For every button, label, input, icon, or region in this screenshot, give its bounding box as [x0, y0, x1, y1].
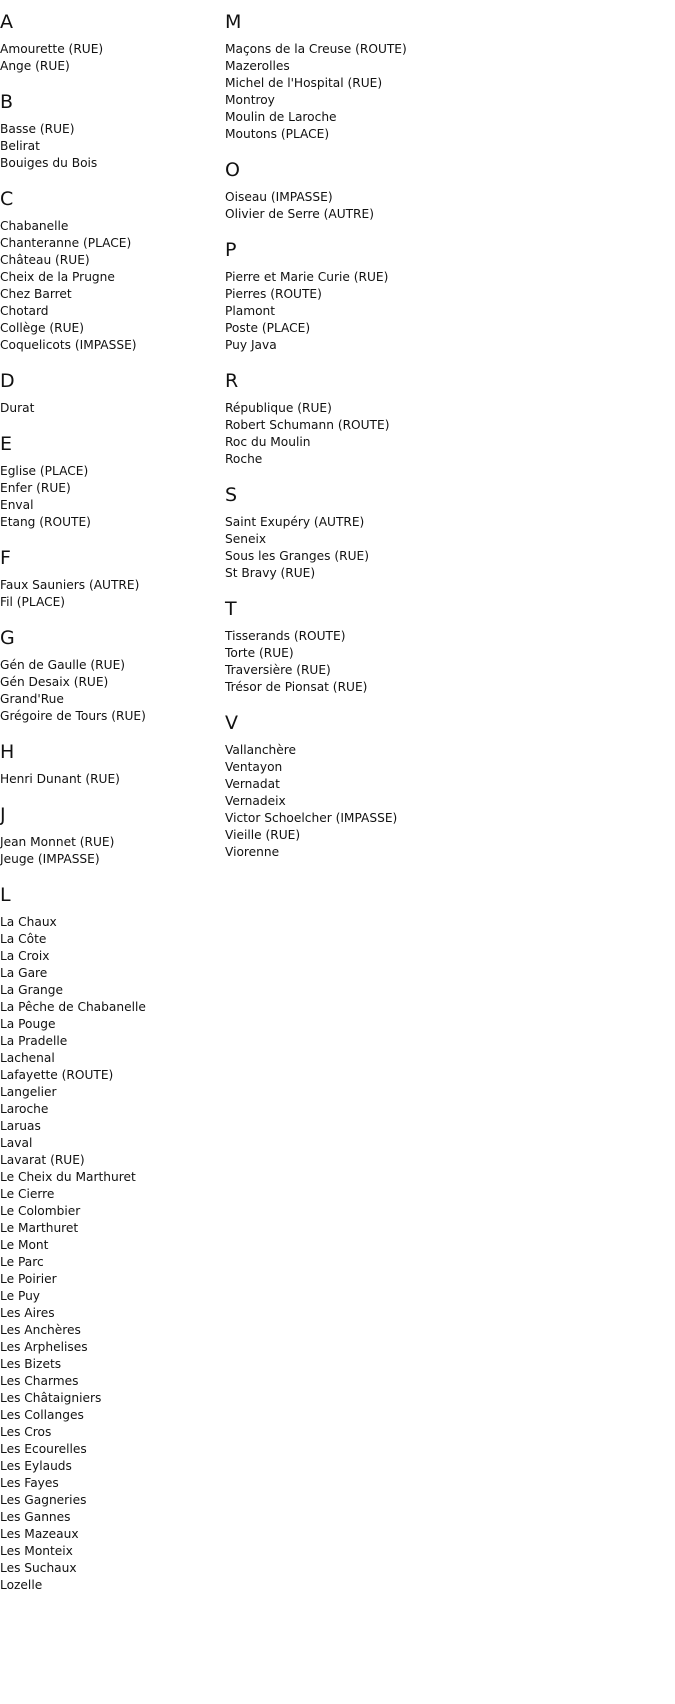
- street-link[interactable]: Vernadat: [225, 777, 280, 791]
- street-list: [0, 657, 205, 725]
- letter-heading: T: [225, 598, 237, 620]
- letter-heading: S: [225, 484, 238, 506]
- street-link[interactable]: Puy Java: [225, 338, 277, 352]
- street-link[interactable]: Laroche: [0, 1102, 49, 1116]
- street-index-column-left: [0, 11, 205, 1610]
- street-link[interactable]: Lachenal: [0, 1051, 55, 1065]
- street-list: [0, 218, 205, 354]
- letter-group: [0, 433, 205, 531]
- street-link[interactable]: Les Eylauds: [0, 1459, 72, 1473]
- letter-group: [0, 91, 205, 172]
- street-link[interactable]: Maçons de la Creuse (ROUTE): [225, 42, 407, 56]
- letter-heading: P: [225, 239, 237, 261]
- letter-heading: A: [0, 11, 13, 33]
- street-link[interactable]: Grégoire de Tours (RUE): [0, 709, 146, 723]
- street-link[interactable]: Victor Schoelcher (IMPASSE): [225, 811, 398, 825]
- letter-group: [225, 712, 485, 861]
- letter-heading: E: [0, 433, 13, 455]
- street-link[interactable]: Vieille (RUE): [225, 828, 301, 842]
- street-list: [0, 121, 205, 172]
- letter-group: [0, 741, 205, 788]
- street-link[interactable]: St Bravy (RUE): [225, 566, 316, 580]
- letter-heading: O: [225, 159, 240, 181]
- street-index-column-right: [225, 11, 485, 877]
- street-link[interactable]: Saint Exupéry (AUTRE): [225, 515, 365, 529]
- letter-heading: D: [0, 370, 15, 392]
- letter-group: [0, 804, 205, 868]
- street-link[interactable]: Les Gannes: [0, 1510, 71, 1524]
- street-link[interactable]: Fil (PLACE): [0, 595, 66, 609]
- street-link[interactable]: Pierres (ROUTE): [225, 287, 322, 301]
- street-list: [225, 742, 485, 861]
- street-link[interactable]: Torte (RUE): [225, 646, 294, 660]
- street-link[interactable]: Traversière (RUE): [225, 663, 331, 677]
- street-link[interactable]: Pierre et Marie Curie (RUE): [225, 270, 389, 284]
- street-list: [225, 189, 485, 223]
- street-link[interactable]: Gén Desaix (RUE): [0, 675, 109, 689]
- street-link[interactable]: Jeuge (IMPASSE): [0, 852, 100, 866]
- street-link[interactable]: Grand'Rue: [0, 692, 64, 706]
- letter-heading: C: [0, 188, 14, 210]
- street-link[interactable]: Château (RUE): [0, 253, 90, 267]
- street-link[interactable]: La Côte: [0, 932, 47, 946]
- street-link[interactable]: Cheix de la Prugne: [0, 270, 115, 284]
- letter-group: [0, 547, 205, 611]
- street-link[interactable]: Jean Monnet (RUE): [0, 835, 115, 849]
- street-link[interactable]: Belirat: [0, 139, 40, 153]
- street-link[interactable]: Chez Barret: [0, 287, 72, 301]
- letter-group: [0, 11, 205, 75]
- letter-group: [225, 159, 485, 223]
- street-link[interactable]: La Gare: [0, 966, 48, 980]
- street-link[interactable]: Les Fayes: [0, 1476, 59, 1490]
- street-link[interactable]: Le Colombier: [0, 1204, 81, 1218]
- street-link[interactable]: Les Anchères: [0, 1323, 81, 1337]
- letter-heading: R: [225, 370, 239, 392]
- street-list: [0, 577, 205, 611]
- letter-heading: V: [225, 712, 238, 734]
- street-link[interactable]: Les Bizets: [0, 1357, 62, 1371]
- street-link[interactable]: Lozelle: [0, 1578, 43, 1592]
- street-link[interactable]: Roche: [225, 452, 263, 466]
- street-link[interactable]: Trésor de Pionsat (RUE): [225, 680, 368, 694]
- street-link[interactable]: Basse (RUE): [0, 122, 75, 136]
- street-link[interactable]: Laruas: [0, 1119, 41, 1133]
- street-link[interactable]: Les Gagneries: [0, 1493, 87, 1507]
- street-link[interactable]: Robert Schumann (ROUTE): [225, 418, 390, 432]
- street-link[interactable]: Etang (ROUTE): [0, 515, 91, 529]
- street-link[interactable]: Les Charmes: [0, 1374, 79, 1388]
- street-link[interactable]: Ventayon: [225, 760, 283, 774]
- street-link[interactable]: Laval: [0, 1136, 33, 1150]
- letter-group: [0, 370, 205, 417]
- letter-heading: F: [0, 547, 11, 569]
- letter-group: [0, 884, 205, 1594]
- street-link[interactable]: Moutons (PLACE): [225, 127, 330, 141]
- street-link[interactable]: Faux Sauniers (AUTRE): [0, 578, 140, 592]
- street-link[interactable]: Enval: [0, 498, 34, 512]
- letter-group: [0, 188, 205, 354]
- street-link[interactable]: Vernadeix: [225, 794, 286, 808]
- street-link[interactable]: La Pradelle: [0, 1034, 68, 1048]
- street-link[interactable]: Seneix: [225, 532, 267, 546]
- street-link[interactable]: Le Marthuret: [0, 1221, 79, 1235]
- street-link[interactable]: Les Collanges: [0, 1408, 84, 1422]
- letter-heading: L: [0, 884, 11, 906]
- street-link[interactable]: Les Ecourelles: [0, 1442, 87, 1456]
- street-link[interactable]: Le Cierre: [0, 1187, 55, 1201]
- letter-heading: G: [0, 627, 15, 649]
- street-link[interactable]: Moulin de Laroche: [225, 110, 337, 124]
- street-link[interactable]: Chanteranne (PLACE): [0, 236, 132, 250]
- street-link[interactable]: Poste (PLACE): [225, 321, 311, 335]
- street-link[interactable]: Les Monteix: [0, 1544, 73, 1558]
- street-link[interactable]: Plamont: [225, 304, 276, 318]
- street-link[interactable]: Ange (RUE): [0, 59, 70, 73]
- street-link[interactable]: Le Cheix du Marthuret: [0, 1170, 136, 1184]
- street-list: [225, 514, 485, 582]
- street-list: [0, 463, 205, 531]
- street-link[interactable]: Le Poirier: [0, 1272, 57, 1286]
- street-link[interactable]: Mazerolles: [225, 59, 290, 73]
- street-link[interactable]: Lavarat (RUE): [0, 1153, 85, 1167]
- letter-group: [225, 598, 485, 696]
- street-list: [0, 914, 205, 1594]
- street-link[interactable]: République (RUE): [225, 401, 332, 415]
- street-link[interactable]: Enfer (RUE): [0, 481, 71, 495]
- street-link[interactable]: Oiseau (IMPASSE): [225, 190, 333, 204]
- street-link[interactable]: Les Suchaux: [0, 1561, 77, 1575]
- street-link[interactable]: Bouiges du Bois: [0, 156, 98, 170]
- street-link[interactable]: Collège (RUE): [0, 321, 84, 335]
- street-link[interactable]: Le Parc: [0, 1255, 44, 1269]
- street-link[interactable]: La Chaux: [0, 915, 57, 929]
- street-list: [225, 269, 485, 354]
- street-list: [0, 400, 205, 417]
- street-link[interactable]: Amourette (RUE): [0, 42, 104, 56]
- street-link[interactable]: La Croix: [0, 949, 50, 963]
- street-list: [225, 628, 485, 696]
- street-link[interactable]: Langelier: [0, 1085, 57, 1099]
- street-link[interactable]: Tisserands (ROUTE): [225, 629, 346, 643]
- street-list: [0, 834, 205, 868]
- street-link[interactable]: Montroy: [225, 93, 275, 107]
- letter-heading: H: [0, 741, 15, 763]
- street-link[interactable]: Roc du Moulin: [225, 435, 311, 449]
- street-link[interactable]: La Pêche de Chabanelle: [0, 1000, 146, 1014]
- street-link[interactable]: Henri Dunant (RUE): [0, 772, 120, 786]
- street-link[interactable]: Viorenne: [225, 845, 280, 859]
- street-link[interactable]: Le Puy: [0, 1289, 41, 1303]
- street-link[interactable]: Les Mazeaux: [0, 1527, 79, 1541]
- street-link[interactable]: Sous les Granges (RUE): [225, 549, 369, 563]
- street-link[interactable]: La Pouge: [0, 1017, 56, 1031]
- street-link[interactable]: Michel de l'Hospital (RUE): [225, 76, 383, 90]
- letter-group: [0, 627, 205, 725]
- street-link[interactable]: Chabanelle: [0, 219, 69, 233]
- street-link[interactable]: Les Arphelises: [0, 1340, 88, 1354]
- street-list: [0, 41, 205, 75]
- letter-group: [225, 370, 485, 468]
- letter-group: [225, 11, 485, 143]
- street-link[interactable]: Olivier de Serre (AUTRE): [225, 207, 374, 221]
- letter-group: [225, 484, 485, 582]
- letter-heading: J: [0, 804, 6, 826]
- letter-group: [225, 239, 485, 354]
- street-link[interactable]: Coquelicots (IMPASSE): [0, 338, 137, 352]
- letter-heading: M: [225, 11, 242, 33]
- street-link[interactable]: Les Cros: [0, 1425, 52, 1439]
- street-link[interactable]: Lafayette (ROUTE): [0, 1068, 114, 1082]
- street-list: [0, 771, 205, 788]
- street-link[interactable]: Durat: [0, 401, 35, 415]
- street-list: [225, 400, 485, 468]
- street-link[interactable]: Les Châtaigniers: [0, 1391, 102, 1405]
- street-list: [225, 41, 485, 143]
- letter-heading: B: [0, 91, 14, 113]
- street-link[interactable]: Les Aires: [0, 1306, 55, 1320]
- street-link[interactable]: Gén de Gaulle (RUE): [0, 658, 126, 672]
- street-link[interactable]: Eglise (PLACE): [0, 464, 89, 478]
- street-link[interactable]: Le Mont: [0, 1238, 49, 1252]
- street-link[interactable]: La Grange: [0, 983, 64, 997]
- street-link[interactable]: Vallanchère: [225, 743, 296, 757]
- street-link[interactable]: Chotard: [0, 304, 49, 318]
